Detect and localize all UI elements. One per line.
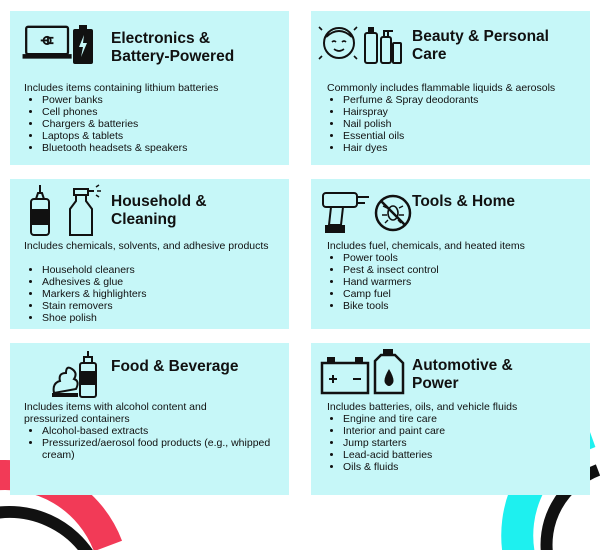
card-title-line1: Electronics & bbox=[111, 30, 211, 47]
list-item: • Bike tools bbox=[343, 300, 593, 312]
list-item: • Perfume & Spray deodorants bbox=[343, 94, 593, 106]
list-item: • Camp fuel bbox=[343, 288, 593, 300]
card-household bbox=[10, 179, 289, 329]
laptop-charging-icon bbox=[22, 25, 74, 65]
card-description: Includes fuel, chemicals, and heated items bbox=[327, 240, 525, 252]
car-battery-icon bbox=[321, 357, 369, 395]
card-description: Includes chemicals, solvents, and adhesive products bbox=[24, 240, 269, 252]
list-item: • Chargers & batteries bbox=[42, 118, 292, 130]
list-item: • Nail polish bbox=[343, 118, 593, 130]
list-item: • Power banks bbox=[42, 94, 292, 106]
oil-jug-icon bbox=[373, 349, 405, 395]
card-item-list bbox=[325, 413, 593, 473]
card-title bbox=[111, 30, 234, 66]
card-title-line1: Automotive & bbox=[412, 357, 513, 374]
no-bugs-icon bbox=[373, 193, 413, 233]
list-item: • Pest & insect control bbox=[343, 264, 593, 276]
list-item: • Hairspray bbox=[343, 106, 593, 118]
list-item: • Laptops & tablets bbox=[42, 130, 292, 142]
list-item: • Markers & highlighters bbox=[42, 288, 292, 300]
card-title-line2: Cleaning bbox=[111, 211, 177, 228]
spray-bottle-icon bbox=[64, 185, 104, 237]
card-item-list bbox=[325, 252, 593, 312]
card-description: Commonly includes flammable liquids & aerosols bbox=[327, 82, 556, 94]
card-description: Includes items with alcohol content and pressurized containers bbox=[24, 401, 207, 425]
list-item: • Oils & fluids bbox=[343, 461, 593, 473]
card-title bbox=[412, 357, 513, 393]
card-title-line1: Tools & Home bbox=[412, 193, 516, 210]
card-electronics bbox=[10, 11, 289, 165]
card-title bbox=[111, 358, 238, 376]
face-mask-icon bbox=[317, 21, 361, 65]
card-title bbox=[111, 193, 207, 229]
card-title-line1: Beauty & Personal bbox=[412, 28, 549, 45]
power-drill-icon bbox=[321, 189, 373, 235]
card-beauty bbox=[311, 11, 590, 165]
card-item-list bbox=[325, 94, 593, 154]
list-item: • Engine and tire care bbox=[343, 413, 593, 425]
card-title-line1: Food & Beverage bbox=[111, 358, 239, 375]
card-title bbox=[412, 28, 549, 64]
list-item: • Adhesives & glue bbox=[42, 276, 292, 288]
cosmetics-bottles-icon bbox=[363, 21, 403, 65]
list-item: • Stain removers bbox=[42, 300, 292, 312]
card-item-list bbox=[24, 264, 292, 324]
list-item: • Pressurized/aerosol food products (e.g., whipped cream) bbox=[42, 437, 272, 461]
card-tools bbox=[311, 179, 590, 329]
card-food bbox=[10, 343, 289, 495]
card-description: Includes batteries, oils, and vehicle fluids bbox=[327, 401, 518, 413]
card-description: Includes items containing lithium batteries bbox=[24, 82, 219, 94]
list-item: • Alcohol-based extracts bbox=[42, 425, 272, 437]
list-item: • Interior and paint care bbox=[343, 425, 593, 437]
card-title-line2: Care bbox=[412, 46, 447, 63]
list-item: • Hand warmers bbox=[343, 276, 593, 288]
list-item: • Lead-acid batteries bbox=[343, 449, 593, 461]
card-item-list bbox=[24, 94, 292, 154]
card-title-line2: Power bbox=[412, 375, 459, 392]
card-title-line2: Battery-Powered bbox=[111, 48, 235, 65]
whipped-cream-can-icon bbox=[50, 349, 100, 399]
glue-bottle-icon bbox=[28, 185, 52, 237]
card-automotive bbox=[311, 343, 590, 495]
list-item: • Bluetooth headsets & speakers bbox=[42, 142, 292, 154]
list-item: • Essential oils bbox=[343, 130, 593, 142]
card-title-line1: Household & bbox=[111, 193, 207, 210]
card-item-list bbox=[24, 425, 272, 461]
list-item: • Household cleaners bbox=[42, 264, 292, 276]
list-item: • Hair dyes bbox=[343, 142, 593, 154]
list-item: • Shoe polish bbox=[42, 312, 292, 324]
list-item: • Jump starters bbox=[343, 437, 593, 449]
card-title bbox=[412, 193, 515, 211]
list-item: • Cell phones bbox=[42, 106, 292, 118]
battery-icon bbox=[72, 24, 94, 66]
list-item: • Power tools bbox=[343, 252, 593, 264]
